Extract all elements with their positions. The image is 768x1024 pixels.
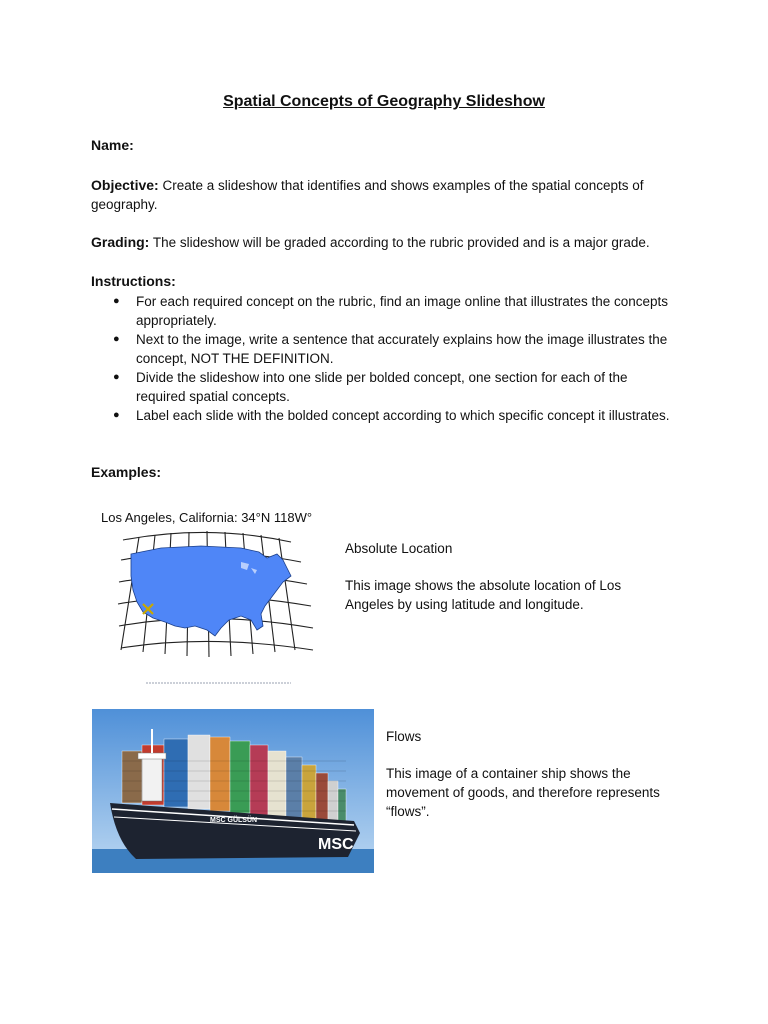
map-caption: Los Angeles, California: 34°N 118W° <box>101 510 313 525</box>
bullet-icon: ● <box>113 371 120 383</box>
list-item: ● Label each slide with the bolded concept according to which specific concept it illustrates. <box>113 408 670 423</box>
page-title: Spatial Concepts of Geography Slideshow <box>223 93 545 110</box>
example-description-flows: This image of a container ship shows the movement of goods, and therefore represents “flows”. <box>386 766 660 819</box>
us-map-image <box>91 502 327 690</box>
objective-paragraph <box>91 176 681 214</box>
bullet-icon: ● <box>113 333 120 345</box>
instructions-label: Instructions: <box>91 273 176 289</box>
list-item: ● Divide the slideshow into one slide per bolded concept, one section for each of the required spatial concepts. <box>113 370 628 404</box>
bullet-icon: ● <box>113 409 120 421</box>
list-item: ● For each required concept on the rubric, find an image online that illustrates the concepts appropriately. <box>113 294 669 328</box>
hull-lettering: MSC <box>318 836 354 853</box>
usa-shape <box>131 546 291 636</box>
example-description-absolute-location: This image shows the absolute location of Los Angeles by using latitude and longitude. <box>345 578 622 612</box>
example-concept-flows: Flows <box>386 729 422 744</box>
container-ship-image <box>92 709 374 873</box>
bullet-icon: ● <box>113 295 120 307</box>
objective-label: Objective: <box>91 177 159 193</box>
examples-label: Examples: <box>91 464 162 480</box>
grading-label: Grading: <box>91 234 150 250</box>
list-item: ● Next to the image, write a sentence that accurately explains how the image illustrates the concept, NOT THE DEFINITION. <box>113 332 668 366</box>
grading-text: The slideshow will be graded according to the rubric provided and is a major grade. <box>149 235 650 250</box>
examples-heading <box>91 463 161 482</box>
container-ship-graphic <box>92 709 374 873</box>
instructions-heading <box>91 272 176 291</box>
instructions-list <box>91 292 671 425</box>
us-map-graphic <box>91 502 327 690</box>
example-concept-absolute-location: Absolute Location <box>345 541 453 556</box>
ship-name: MSC GÜLSÜN <box>210 817 258 824</box>
name-line <box>91 136 134 155</box>
grading-paragraph <box>91 233 681 252</box>
name-label: Name: <box>91 137 134 153</box>
objective-text: Create a slideshow that identifies and shows examples of the spatial concepts of geography. <box>91 178 644 212</box>
